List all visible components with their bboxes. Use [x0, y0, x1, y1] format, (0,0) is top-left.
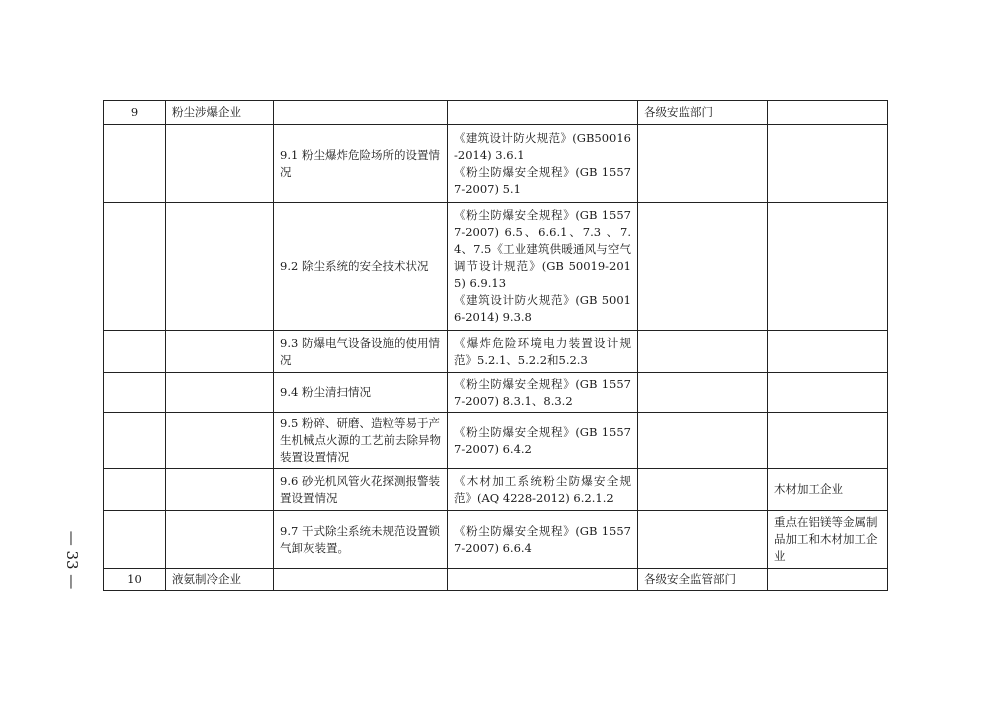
row-category	[166, 373, 274, 413]
row-basis: 《粉尘防爆安全规程》(GB 15577-2007) 6.6.4	[448, 511, 638, 569]
row-note	[768, 125, 888, 203]
row-number	[104, 203, 166, 331]
row-item: 9.6 砂光机风管火花探测报警装置设置情况	[274, 469, 448, 511]
row-item: 9.4 粉尘清扫情况	[274, 373, 448, 413]
row-number	[104, 469, 166, 511]
row-note	[768, 373, 888, 413]
row-department	[638, 511, 768, 569]
row-category	[166, 203, 274, 331]
row-department: 各级安全监管部门	[638, 569, 768, 591]
row-note	[768, 331, 888, 373]
row-basis: 《粉尘防爆安全规程》(GB 15577-2007) 6.4.2	[448, 413, 638, 469]
row-number: 10	[104, 569, 166, 591]
page-number: — 33 —	[63, 530, 81, 590]
row-note: 木材加工企业	[768, 469, 888, 511]
row-note	[768, 413, 888, 469]
row-number	[104, 331, 166, 373]
row-note: 重点在铝镁等金属制品加工和木材加工企业	[768, 511, 888, 569]
row-department	[638, 203, 768, 331]
row-basis: 《粉尘防爆安全规程》(GB 15577-2007) 6.5、6.6.1、7.3 、7.4、7.5《工业建筑供暖通风与空气调节设计规范》(GB 50019-2015) 6.9.13 《建筑设计防火规范》(GB 50016-2014) 9.3.8	[448, 203, 638, 331]
row-category	[166, 511, 274, 569]
row-number	[104, 125, 166, 203]
row-department	[638, 331, 768, 373]
row-category	[166, 125, 274, 203]
row-department	[638, 413, 768, 469]
row-basis: 《爆炸危险环境电力装置设计规范》5.2.1、5.2.2和5.2.3	[448, 331, 638, 373]
row-basis	[448, 101, 638, 125]
row-category	[166, 413, 274, 469]
row-category: 液氨制冷企业	[166, 569, 274, 591]
table-row	[104, 101, 888, 125]
row-item: 9.5 粉碎、研磨、造粒等易于产生机械点火源的工艺前去除异物装置设置情况	[274, 413, 448, 469]
inspection-table	[103, 100, 888, 591]
row-basis: 《木材加工系统粉尘防爆安全规范》(AQ 4228-2012) 6.2.1.2	[448, 469, 638, 511]
table-row	[104, 413, 888, 469]
row-note	[768, 569, 888, 591]
table-row	[104, 125, 888, 203]
row-item: 9.3 防爆电气设备设施的使用情况	[274, 331, 448, 373]
row-basis: 《建筑设计防火规范》(GB50016-2014) 3.6.1 《粉尘防爆安全规程》(GB 15577-2007) 5.1	[448, 125, 638, 203]
table-row	[104, 203, 888, 331]
row-department	[638, 373, 768, 413]
row-category: 粉尘涉爆企业	[166, 101, 274, 125]
row-department	[638, 125, 768, 203]
row-number	[104, 413, 166, 469]
row-department	[638, 469, 768, 511]
row-item: 9.1 粉尘爆炸危险场所的设置情况	[274, 125, 448, 203]
table-row	[104, 569, 888, 591]
table-row	[104, 511, 888, 569]
table-row	[104, 331, 888, 373]
row-note	[768, 101, 888, 125]
row-department: 各级安监部门	[638, 101, 768, 125]
row-number	[104, 511, 166, 569]
table-row	[104, 469, 888, 511]
row-number	[104, 373, 166, 413]
row-item: 9.7 干式除尘系统未规范设置锁气卸灰装置。	[274, 511, 448, 569]
row-category	[166, 331, 274, 373]
row-category	[166, 469, 274, 511]
row-basis	[448, 569, 638, 591]
row-note	[768, 203, 888, 331]
row-item: 9.2 除尘系统的安全技术状况	[274, 203, 448, 331]
row-item	[274, 101, 448, 125]
row-basis: 《粉尘防爆安全规程》(GB 15577-2007) 8.3.1、8.3.2	[448, 373, 638, 413]
table-row	[104, 373, 888, 413]
row-number: 9	[104, 101, 166, 125]
row-item	[274, 569, 448, 591]
